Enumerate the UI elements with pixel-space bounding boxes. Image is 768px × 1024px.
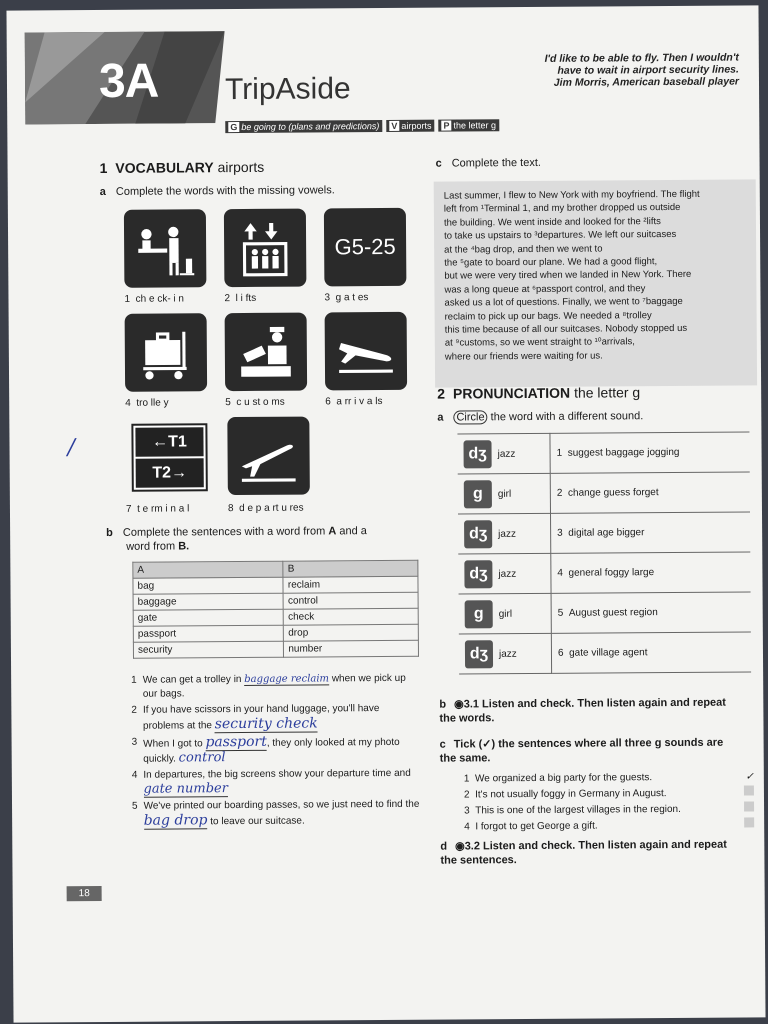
- icon-caption-8: 8 d e p a rt u res: [227, 502, 304, 515]
- vocab-b-instruction: b Complete the sentences with a word from A and a word from B.: [106, 525, 367, 553]
- table-row: baggage control: [133, 592, 418, 610]
- icon-caption-3: 3 g a t es: [324, 292, 369, 304]
- words-table: A B bag reclaim baggage control gate check passport drop security number: [132, 560, 419, 659]
- table-row: gate check: [133, 608, 418, 626]
- terminal-icon: ←T1 T2→: [131, 423, 207, 492]
- pron-b-instruction: b ◉3.1 Listen and check. Then listen again and repeat the words.: [439, 696, 726, 725]
- tag-vocabulary: V airports: [386, 120, 434, 132]
- tick-mark: ✓: [745, 771, 754, 783]
- table-row: dʒ jazz 4 general foggy large: [458, 552, 750, 594]
- table-row: bag reclaim: [133, 576, 418, 594]
- departures-icon: [227, 417, 310, 496]
- list-item: 3 When I got to passport, they only looked at my photo quickly. control: [131, 733, 400, 766]
- quote: I'd like to be able to fly. Then I wouldn't have to wait in airport security lines. Jim Morris, American baseball player: [544, 51, 740, 89]
- sound-icon: g: [465, 600, 493, 628]
- customs-icon: [225, 313, 308, 392]
- sentence-list: [131, 672, 422, 830]
- audio-icon: ◉: [454, 698, 464, 711]
- lift-icon: [224, 209, 307, 288]
- pen-mark: /: [67, 435, 76, 461]
- tick-box[interactable]: [744, 785, 754, 795]
- tick-box[interactable]: [744, 801, 754, 811]
- workbook-page: [6, 5, 765, 1022]
- unit-number: 3A: [98, 54, 159, 108]
- icon-caption-6: 6 a rr i v a ls: [325, 396, 383, 408]
- icon-caption-5: 5 c u st o ms: [225, 396, 285, 409]
- list-item: 4 In departures, the big screens show your departure time and gate number: [131, 767, 411, 797]
- list-item: 5 We've printed our boarding passes, so we just need to find the bag drop to leave our suitcase.: [131, 798, 420, 829]
- tick-list: [464, 769, 754, 835]
- table-row: dʒ jazz 6 gate village agent: [459, 632, 751, 674]
- sound-icon: dʒ: [464, 520, 492, 548]
- vocab-heading: 1 VOCABULARY airports: [99, 158, 265, 176]
- fill-in-text: Last summer, I flew to New York with my boyfriend. The flight left from ¹Terminal 1, and my brother dropped us outside the building. We went inside and looked for the ²lifts to take us upstairs to ³departures. We left our suitcases at the ⁴bag drop, and then we went to the ⁵gate to board our plane. We had a good flight, but we were very tired when we landed in New York. There was a long queue at ⁶passport control, and they asked us a lot of questions. Finally, we went to ⁷baggage reclaim to pick up our bags. We needed a ⁸trolley this time because of all our suitcases. Nobody stopped us at ⁹customs, so we went straight to ¹⁰arrivals, where our friends were waiting for us.: [434, 179, 757, 387]
- sound-icon: dʒ: [464, 560, 492, 588]
- icon-caption-2: 2 l i fts: [224, 292, 257, 305]
- table-row: passport drop: [133, 624, 418, 642]
- page-title: TripAside: [224, 72, 351, 107]
- list-item: 2 If you have scissors in your hand luggage, you'll have problems at the security check: [131, 703, 380, 733]
- icon-caption-4: 4 tro lle y: [125, 397, 169, 409]
- vocab-a-instruction: a Complete the words with the missing vowels.: [99, 184, 335, 198]
- icon-caption-7: 7 t e rm i n a l: [125, 503, 190, 515]
- list-item: 1 We can get a trolley in baggage reclaim when we pick up our bags.: [131, 672, 406, 700]
- audio-icon: ◉: [455, 840, 465, 853]
- pron-heading: 2 PRONUNCIATION the letter g: [437, 384, 641, 402]
- table-row: g girl 5 August guest region: [459, 592, 751, 634]
- pron-c-instruction: c Tick (✓) the sentences where all three g sounds are the same.: [439, 736, 724, 765]
- check-in-icon: [124, 209, 207, 288]
- tag-grammar: G be going to (plans and predictions): [225, 120, 382, 133]
- pronunciation-table: [457, 431, 751, 674]
- list-item: 3 This is one of the largest villages in the region.: [464, 801, 754, 819]
- list-item: 4 I forgot to get George a gift.: [464, 817, 754, 835]
- list-item: 2 It's not usually foggy in Germany in August.: [464, 785, 754, 803]
- tick-box[interactable]: [744, 817, 754, 827]
- list-item: 1 We organized a big party for the guests. ✓: [463, 771, 754, 785]
- page-number: 18: [67, 886, 102, 901]
- tag-pronunciation: P the letter g: [438, 119, 499, 131]
- sound-icon: dʒ: [463, 440, 491, 468]
- arrivals-icon: [325, 312, 408, 391]
- topic-tags: [225, 119, 499, 133]
- table-row: security number: [133, 640, 418, 658]
- pron-d-instruction: d ◉3.2 Listen and check. Then listen again and repeat the sentences.: [440, 838, 727, 867]
- trolley-icon: [125, 313, 208, 392]
- text-c-instruction: c Complete the text.: [435, 156, 542, 170]
- icon-caption-1: 1 ch e ck- i n: [124, 293, 185, 305]
- gates-icon: G5-25: [324, 208, 407, 287]
- pron-a-instruction: a Circle the word with a different sound.: [437, 410, 644, 424]
- table-row: g girl 2 change guess forget: [458, 472, 750, 514]
- sound-icon: dʒ: [465, 640, 493, 668]
- sound-icon: g: [464, 480, 492, 508]
- table-row: dʒ jazz 3 digital age bigger: [458, 512, 750, 554]
- table-row: dʒ jazz 1 suggest baggage jogging: [457, 432, 749, 474]
